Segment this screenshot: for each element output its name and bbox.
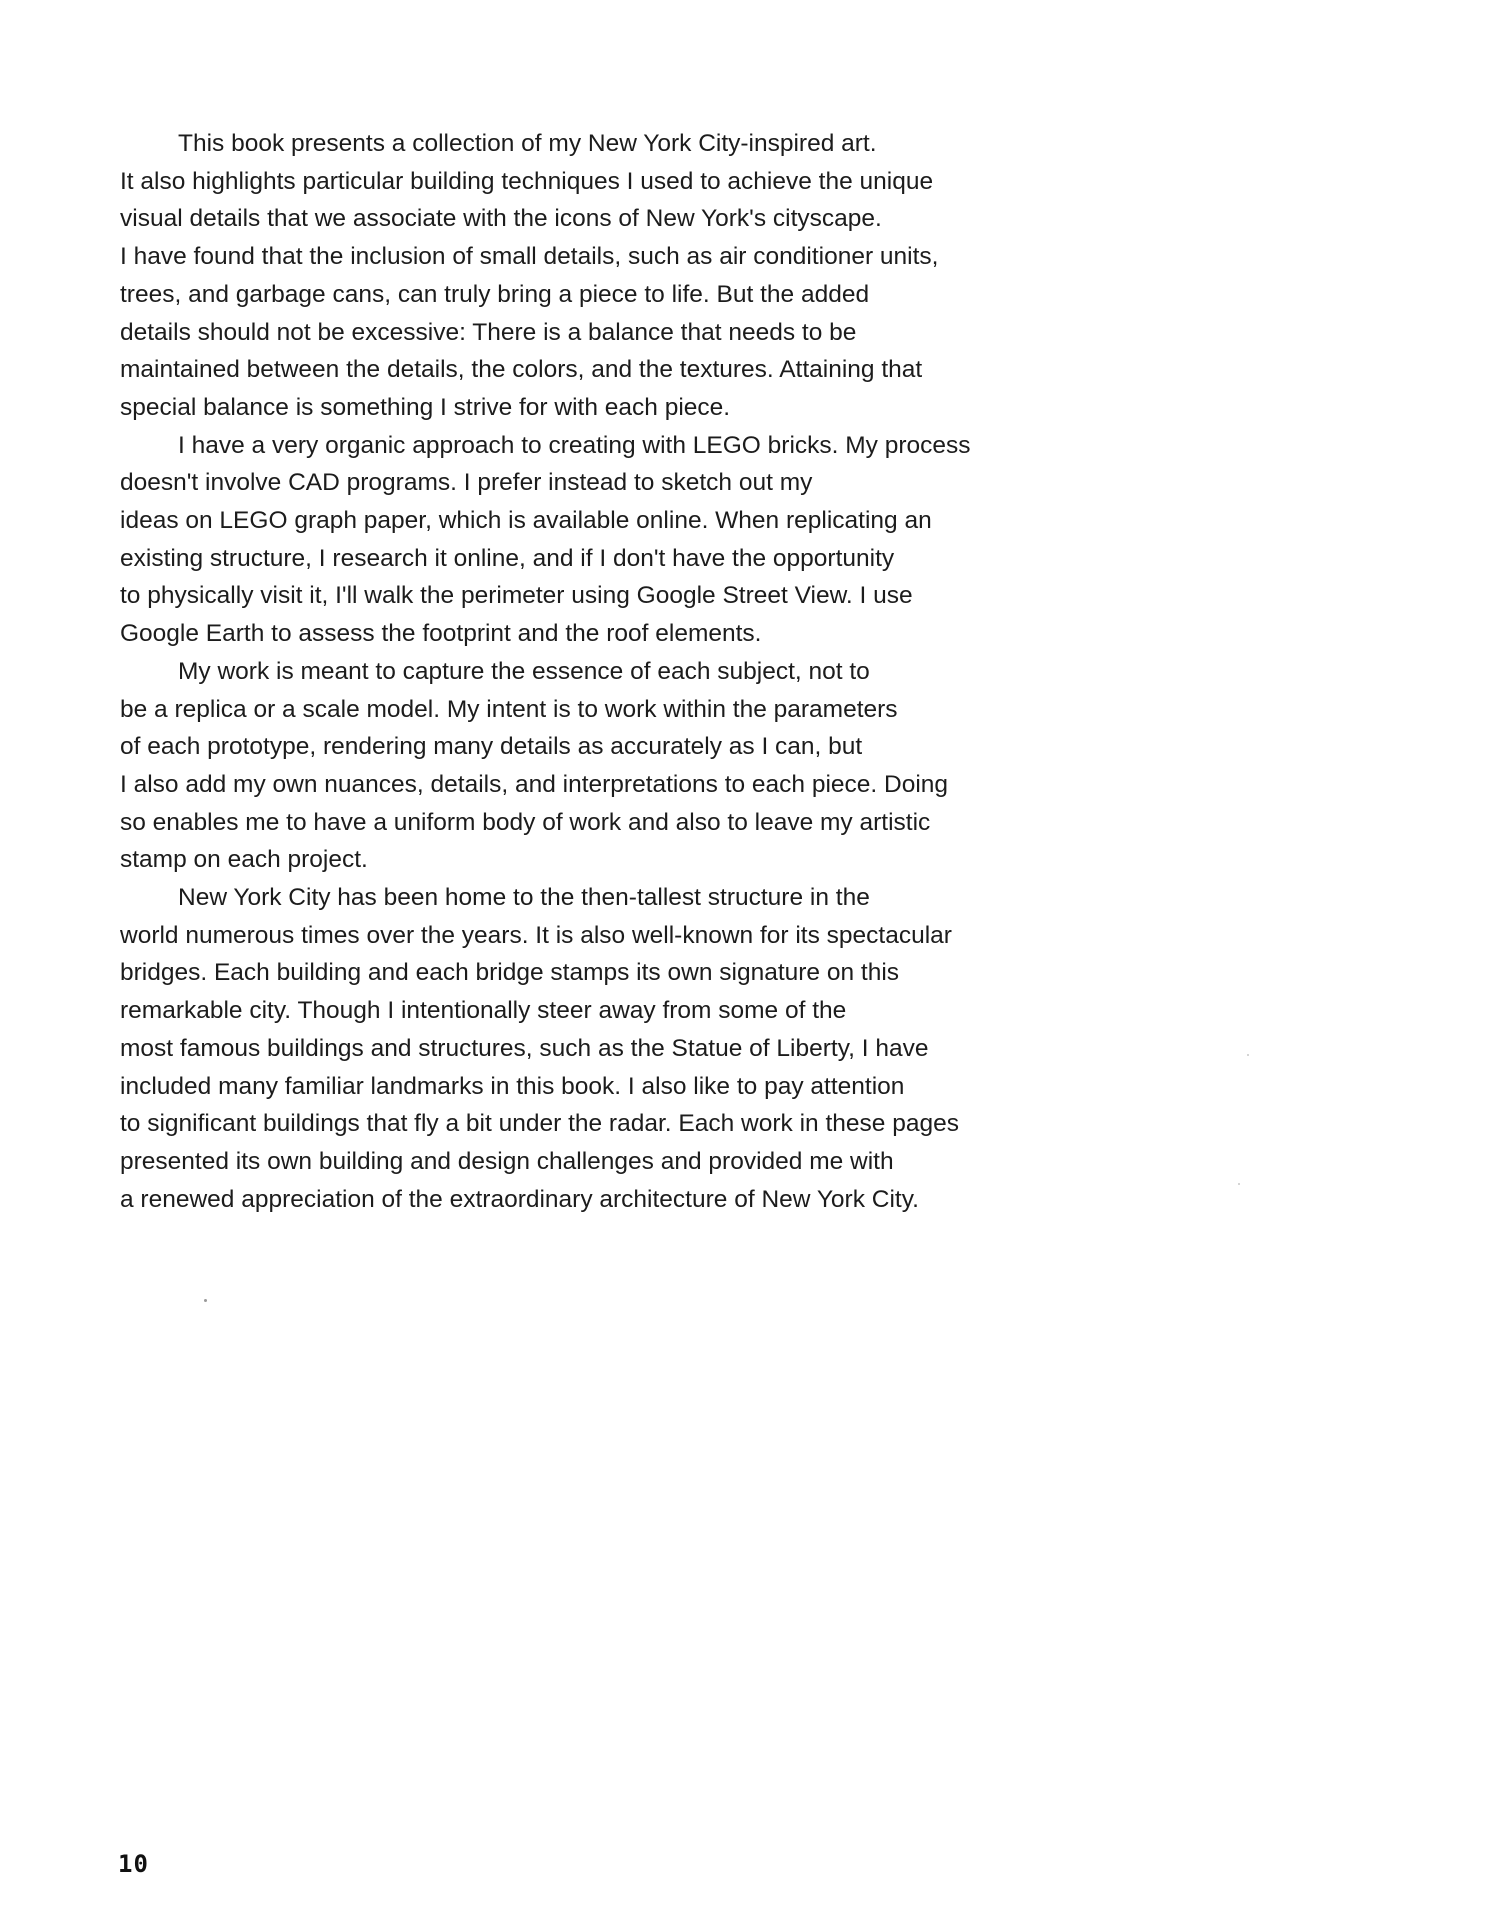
text-line: maintained between the details, the colors, and the textures. Attaining that (120, 356, 923, 384)
paragraph-intent (120, 653, 1050, 879)
page-number: 10 (118, 1850, 149, 1878)
text-line: This book presents a collection of my New York City-inspired art. (178, 130, 877, 157)
text-line: to physically visit it, I'll walk the perimeter using Google Street View. I use (120, 582, 913, 610)
text-line: of each prototype, rendering many details as accurately as I can, but (120, 733, 863, 761)
text-line: world numerous times over the years. It is also well-known for its spectacular (120, 921, 952, 949)
scan-speck (204, 1299, 207, 1302)
text-line: special balance is something I strive for with each piece. (120, 393, 731, 421)
text-line: existing structure, I research it online, and if I don't have the opportunity (120, 544, 895, 572)
body-text (120, 125, 1050, 1218)
text-line: It also highlights particular building techniques I used to achieve the unique (120, 167, 934, 195)
text-line: most famous buildings and structures, such as the Statue of Liberty, I have (120, 1034, 929, 1062)
text-line: to significant buildings that fly a bit under the radar. Each work in these pages (120, 1110, 959, 1138)
text-line: ideas on LEGO graph paper, which is available online. When replicating an (120, 507, 932, 535)
paragraph-process (120, 427, 1050, 653)
text-line: visual details that we associate with the icons of New York's cityscape. (120, 205, 882, 233)
paragraph-intro (120, 125, 1050, 427)
scan-speck (1238, 1183, 1240, 1185)
text-line: stamp on each project. (120, 846, 368, 874)
text-line: details should not be excessive: There is a balance that needs to be (120, 318, 857, 346)
text-line: included many familiar landmarks in this book. I also like to pay attention (120, 1072, 905, 1100)
text-line: Google Earth to assess the footprint and the roof elements. (120, 620, 762, 648)
text-line: remarkable city. Though I intentionally steer away from some of the (120, 997, 847, 1025)
text-line: trees, and garbage cans, can truly bring a piece to life. But the added (120, 280, 870, 308)
text-line: presented its own building and design challenges and provided me with (120, 1147, 894, 1175)
text-line: bridges. Each building and each bridge stamps its own signature on this (120, 959, 900, 987)
text-line: so enables me to have a uniform body of work and also to leave my artistic (120, 808, 931, 836)
text-line: New York City has been home to the then-tallest structure in the (178, 884, 870, 912)
text-line: be a replica or a scale model. My intent is to work within the parameters (120, 695, 898, 723)
text-line: I have found that the inclusion of small details, such as air conditioner units, (120, 243, 939, 271)
text-line: I also add my own nuances, details, and interpretations to each piece. Doing (120, 770, 949, 798)
text-line: a renewed appreciation of the extraordinary architecture of New York City. (120, 1185, 919, 1213)
text-line: My work is meant to capture the essence of each subject, not to (178, 657, 870, 685)
scan-speck (1247, 1054, 1249, 1056)
paragraph-landmarks (120, 879, 1050, 1218)
text-line: I have a very organic approach to creating with LEGO bricks. My process (178, 431, 971, 459)
text-line: doesn't involve CAD programs. I prefer instead to sketch out my (120, 469, 813, 497)
